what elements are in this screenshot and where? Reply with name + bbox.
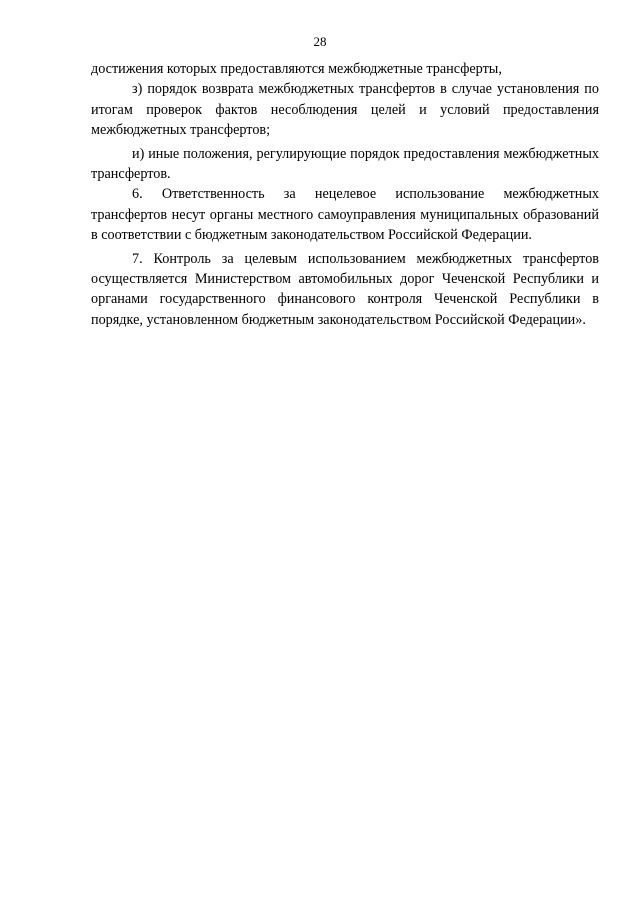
paragraph-item-i: и) иные положения, регулирующие порядок предоставления межбюджетных трансфертов. (91, 145, 599, 183)
document-body (91, 59, 599, 330)
paragraph-item-z: з) порядок возврата межбюджетных трансфертов в случае установления по итогам проверок фактов несоблюдения целей и условий предоставления межбюджетных трансфертов; (91, 81, 599, 139)
page-number: 28 (313, 34, 327, 49)
paragraph-clause-7: 7. Контроль за целевым использованием межбюджетных трансфертов осуществляется Министерством автомобильных дорог Чеченской Республики и органами государственного финансового контроля Чеченской Республики в порядке, установленном бюджетным законодательством Российской Федерации». (91, 250, 599, 328)
paragraph-clause-6: 6. Ответственность за нецелевое использование межбюджетных трансфертов несут органы местного самоуправления муниципальных образований в соответствии с бюджетным законодательством Российской Федерации. (91, 186, 599, 244)
paragraph-continuation: достижения которых предоставляются межбюджетные трансферты, (91, 61, 502, 77)
